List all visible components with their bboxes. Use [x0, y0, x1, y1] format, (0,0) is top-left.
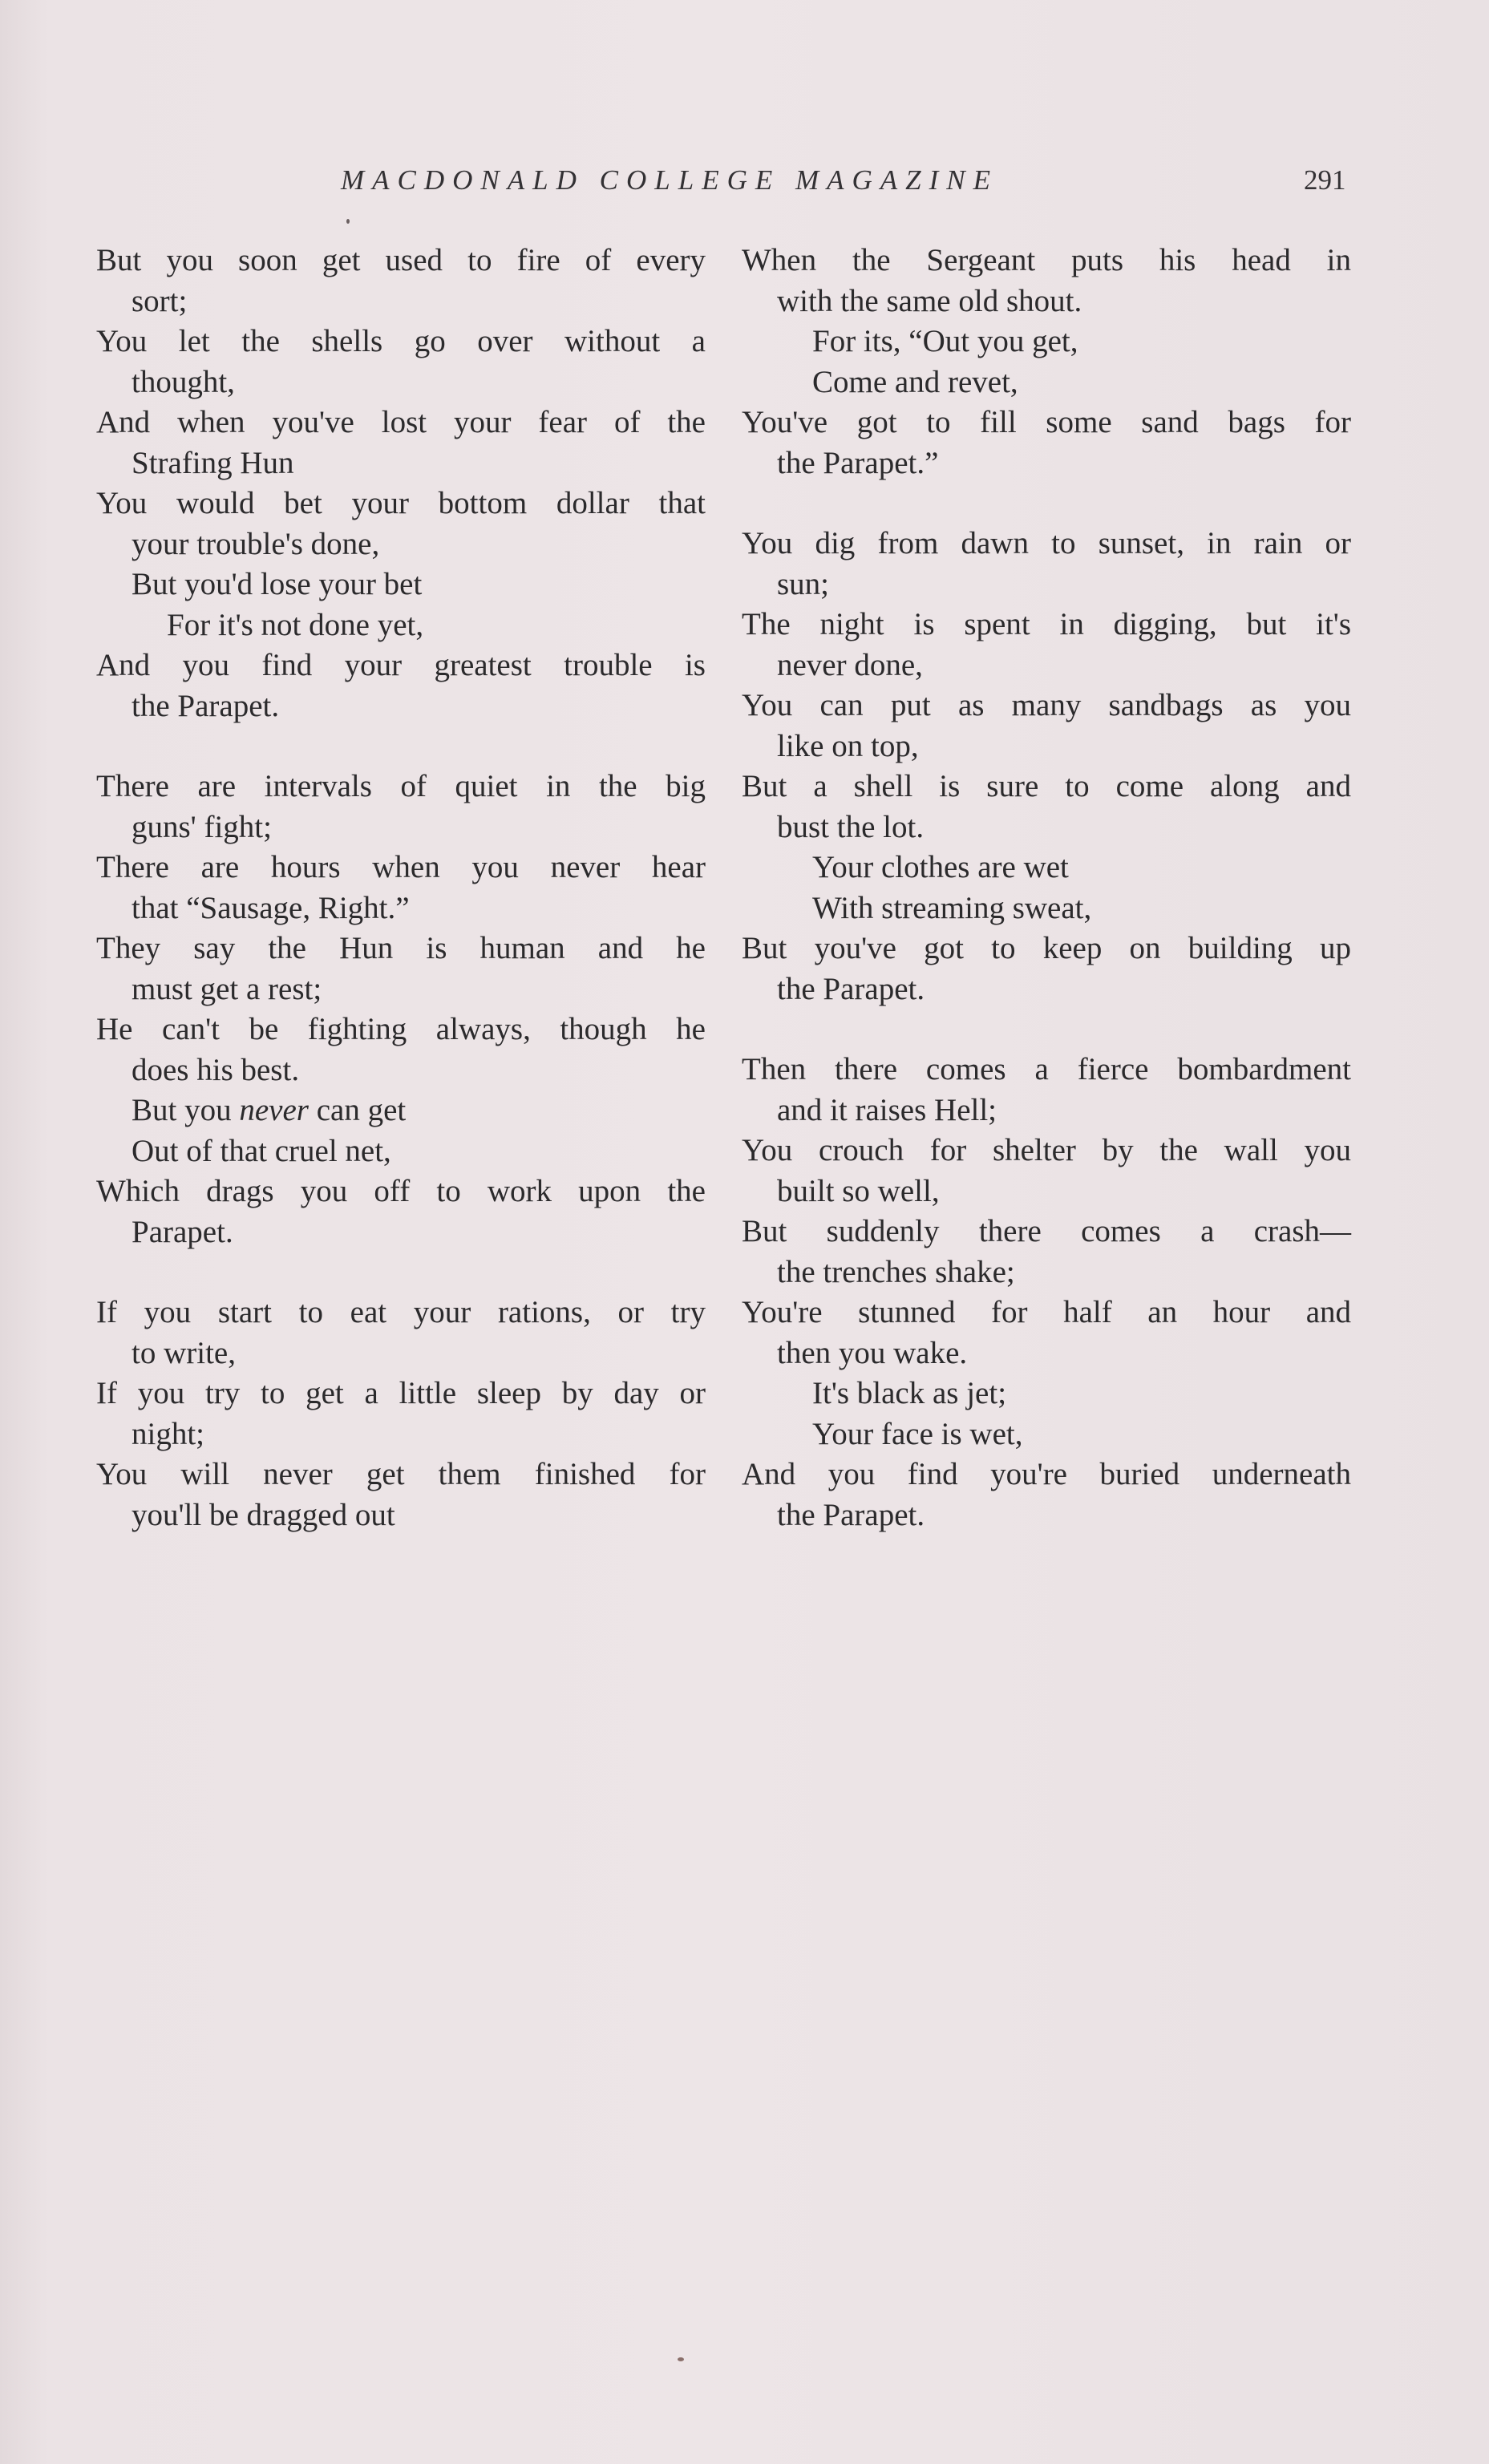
verse-line-text: If you start to eat your rations, or try [96, 1295, 706, 1329]
verse-line-continuation: sort; [132, 283, 188, 318]
verse-line-continuation: does his best. [132, 1052, 300, 1087]
verse-line-continuation: must get a rest; [132, 971, 322, 1006]
refrain-line: With streaming sweat, [812, 890, 1092, 925]
stanza [96, 241, 706, 726]
verse-line-continuation: then you wake. [777, 1335, 968, 1370]
verse-line-continuation: guns' fight; [132, 809, 272, 844]
verse-line-continuation: bust the lot. [777, 809, 925, 844]
refrain-line: Your face is wet, [812, 1416, 1023, 1451]
page-number: 291 [1304, 164, 1346, 196]
verse-line-continuation: that “Sausage, Right.” [132, 890, 410, 925]
refrain-line: For it's not done yet, [167, 607, 424, 642]
verse-line-continuation: Strafing Hun [132, 445, 294, 480]
stanza [96, 1293, 706, 1535]
verse-line [742, 403, 1351, 483]
verse-line-text: When the Sergeant puts his head in [742, 243, 1351, 277]
verse-line-continuation: and it raises Hell; [777, 1092, 997, 1127]
stanza [742, 241, 1351, 483]
verse-line [742, 241, 1351, 322]
verse-line-text: You let the shells go over without a [96, 324, 706, 358]
verse-line-continuation: your trouble's done, [132, 526, 380, 561]
emphasis-word: never [239, 1093, 309, 1127]
verse-line-text: But you've got to keep on building up [742, 931, 1351, 965]
right-column [742, 241, 1351, 1576]
paper-speck [346, 219, 350, 224]
verse-line [742, 1131, 1351, 1212]
verse-line-text: But suddenly there comes a crash— [742, 1214, 1351, 1248]
verse-line-text: There are hours when you never hear [96, 850, 706, 884]
verse-line-continuation: you'll be dragged out [132, 1497, 395, 1532]
verse-line [742, 767, 1351, 848]
verse-line [742, 1455, 1351, 1535]
verse-line [742, 686, 1351, 767]
stanza [96, 767, 706, 1252]
verse-line-text: You dig from dawn to sunset, in rain or [742, 526, 1351, 560]
verse-line-continuation: the trenches shake; [777, 1254, 1015, 1289]
refrain-text: But you [132, 1093, 240, 1127]
refrain-line: Come and revet, [812, 364, 1018, 399]
verse-line [742, 1212, 1351, 1293]
verse-line [96, 322, 706, 403]
verse-line [96, 1293, 706, 1374]
verse-line-text: You've got to fill some sand bags for [742, 405, 1351, 439]
verse-line [742, 605, 1351, 686]
verse-line [96, 1009, 706, 1090]
verse-line-text: You crouch for shelter by the wall you [742, 1133, 1351, 1167]
verse-line-text: But you soon get used to fire of every [96, 243, 706, 277]
verse-line-continuation: Parapet. [132, 1214, 233, 1249]
verse-line-continuation: sun; [777, 566, 830, 601]
verse-line-continuation: built so well, [777, 1173, 940, 1208]
verse-line-continuation: with the same old shout. [777, 283, 1082, 318]
verse-line-continuation: like on top, [777, 728, 919, 763]
verse-line-text: And when you've lost your fear of the [96, 405, 706, 439]
verse-line-continuation: the Parapet. [777, 971, 925, 1006]
refrain-line: It's black as jet; [812, 1376, 1007, 1410]
verse-line-continuation: night; [132, 1416, 205, 1451]
verse-line [96, 767, 706, 848]
verse-line-text: You would bet your bottom dollar that [96, 486, 706, 520]
verse-line [742, 929, 1351, 1009]
magazine-title: MACDONALD COLLEGE MAGAZINE [341, 164, 999, 196]
verse-line-text: But a shell is sure to come along and [742, 769, 1351, 803]
verse-line [96, 645, 706, 726]
verse-line [96, 403, 706, 483]
verse-line-text: Then there comes a fierce bombardment [742, 1052, 1351, 1086]
verse-line [742, 524, 1351, 605]
verse-line-text: You will never get them finished for [96, 1457, 706, 1491]
running-header [0, 164, 1489, 204]
verse-line [96, 1171, 706, 1252]
verse-line [742, 1050, 1351, 1131]
verse-line [96, 1374, 706, 1455]
verse-line-continuation: to write, [132, 1335, 236, 1370]
verse-line-text: And you find you're buried underneath [742, 1457, 1351, 1491]
verse-line [742, 1293, 1351, 1374]
verse-line [96, 483, 706, 564]
verse-line-text: And you find your greatest trouble is [96, 648, 706, 682]
verse-line-continuation: the Parapet.” [777, 445, 939, 480]
verse-line-text: He can't be fighting always, though he [96, 1012, 706, 1046]
verse-line [96, 241, 706, 322]
refrain-line: Out of that cruel net, [132, 1133, 391, 1168]
stanza [742, 524, 1351, 1009]
refrain-line: Your clothes are wet [812, 850, 1069, 884]
verse-line-continuation: never done, [777, 647, 923, 682]
refrain-line [96, 1090, 706, 1131]
verse-line-text: They say the Hun is human and he [96, 931, 706, 965]
verse-line [96, 1455, 706, 1535]
paper-speck [678, 2357, 684, 2361]
verse-line-text: You're stunned for half an hour and [742, 1295, 1351, 1329]
verse-line-text: Which drags you off to work upon the [96, 1174, 706, 1208]
verse-line [96, 848, 706, 929]
verse-line-continuation: thought, [132, 364, 235, 399]
verse-line-text: You can put as many sandbags as you [742, 688, 1351, 722]
verse-line-text: There are intervals of quiet in the big [96, 769, 706, 803]
verse-line-continuation: the Parapet. [777, 1497, 925, 1532]
refrain-text: can get [308, 1093, 407, 1127]
verse-line [96, 929, 706, 1009]
verse-line-continuation: the Parapet. [132, 688, 280, 723]
verse-line-text: The night is spent in digging, but it's [742, 607, 1351, 641]
verse-line-text: If you try to get a little sleep by day or [96, 1376, 706, 1410]
refrain-line: But you'd lose your bet [132, 567, 423, 601]
refrain-line: For its, “Out you get, [812, 324, 1078, 358]
stanza [742, 1050, 1351, 1535]
left-column [96, 241, 706, 1576]
